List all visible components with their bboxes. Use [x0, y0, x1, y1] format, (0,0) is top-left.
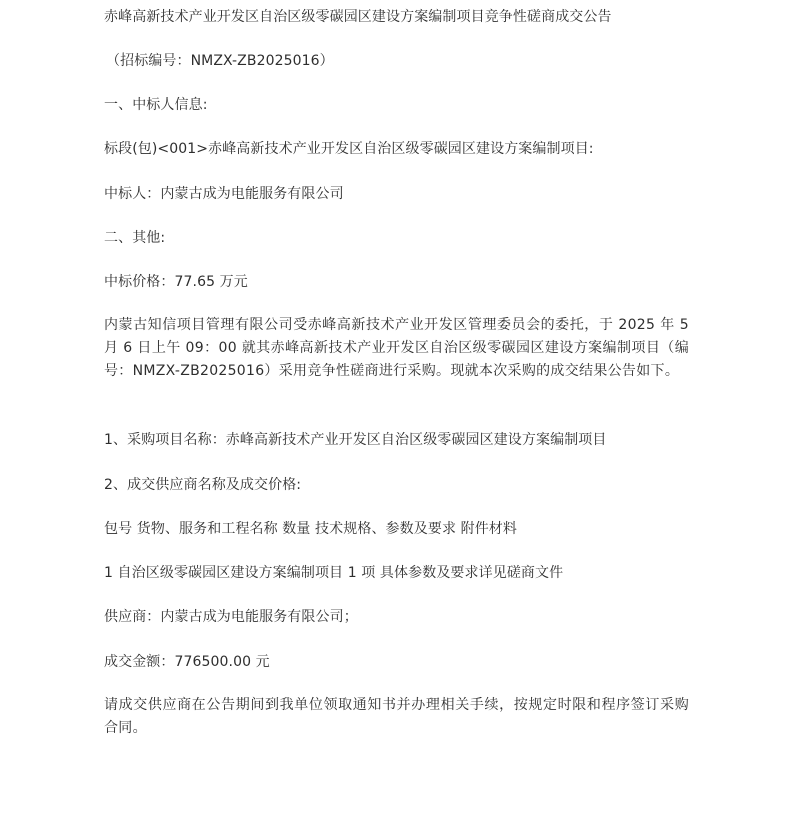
- price-line: 中标价格：77.65 万元: [104, 274, 248, 290]
- tender-number: （招标编号：NMZX-ZB2025016）: [106, 53, 334, 69]
- intro-paragraph: 内蒙古知信项目管理有限公司受赤峰高新技术产业开发区管理委员会的委托，于 2025 年 5 月 6 日上午 09：00 就其赤峰高新技术产业开发区自治区级零碳园区建设方案编制项目（编号：NMZX-ZB2025016）采用竞争性磋商进行采购。现就本次采购的成交结果公告如下。: [104, 317, 689, 379]
- section-2-heading: 二、其他:: [104, 230, 166, 246]
- section-1-heading: 一、中标人信息:: [104, 97, 208, 113]
- table-header: 包号 货物、服务和工程名称 数量 技术规格、参数及要求 附件材料: [104, 521, 517, 537]
- supplier-line: 供应商：内蒙古成为电能服务有限公司；: [104, 609, 358, 625]
- amount-line: 成交金额：776500.00 元: [104, 654, 270, 670]
- document-title: 赤峰高新技术产业开发区自治区级零碳园区建设方案编制项目竞争性磋商成交公告: [104, 9, 612, 25]
- lot-line: 标段(包)<001>赤峰高新技术产业开发区自治区级零碳园区建设方案编制项目:: [104, 141, 594, 157]
- winner-line: 中标人：内蒙古成为电能服务有限公司: [104, 186, 344, 202]
- item-2-supplier-heading: 2、成交供应商名称及成交价格:: [104, 477, 302, 493]
- closing-paragraph: 请成交供应商在公告期间到我单位领取通知书并办理相关手续，按规定时限和程序签订采购 合同。: [104, 697, 689, 736]
- table-row: 1 自治区级零碳园区建设方案编制项目 1 项 具体参数及要求详见磋商文件: [104, 565, 564, 581]
- item-1-project-name: 1、采购项目名称：赤峰高新技术产业开发区自治区级零碳园区建设方案编制项目: [104, 432, 607, 448]
